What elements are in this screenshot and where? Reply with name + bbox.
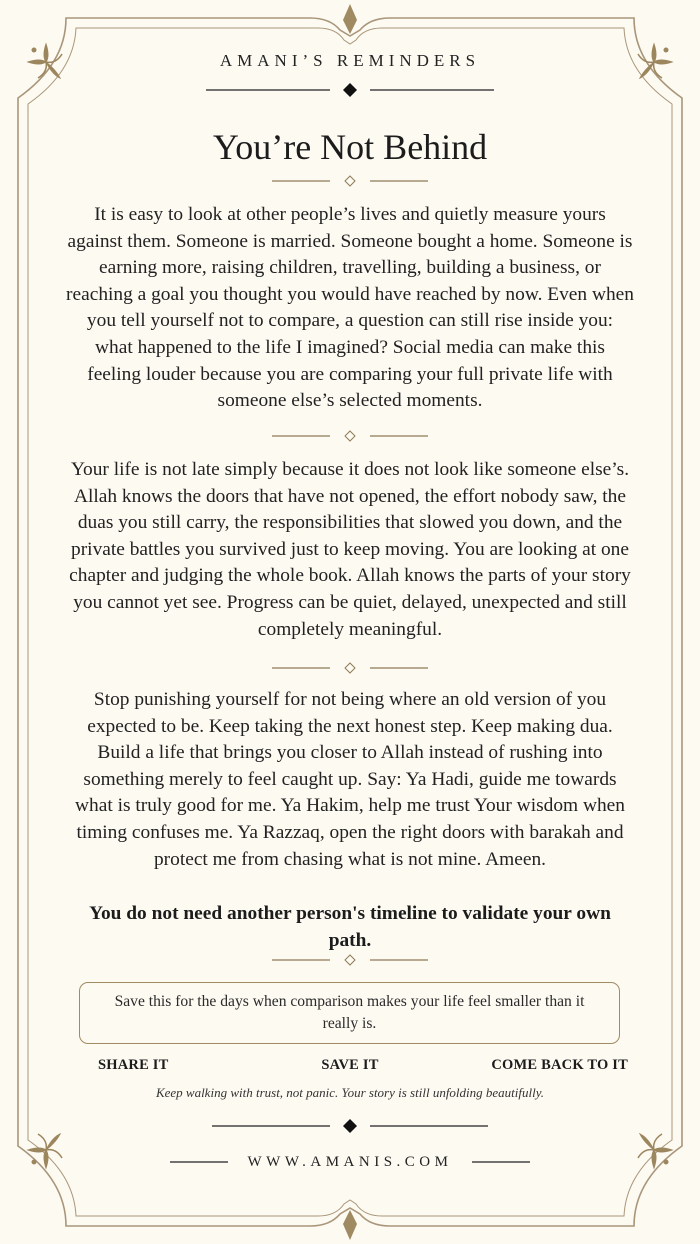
- paragraph-2: Your life is not late simply because it does not look like someone else’s. Allah knows the doors that have not opened, the effort nobody saw, the duas you still carry, the responsibilities that slowed you down, and the private battles you survived just to keep moving. You are looking at one chapter and judging the whole book. Allah knows the parts of your story you cannot yet see. Progress can be quiet, delayed, unexpected and still completely meaningful.: [69, 459, 631, 640]
- paragraph-3: Stop punishing yourself for not being where an old version of you expected to be. Keep taking the next honest step. Keep making dua. Build a life that brings you closer to Allah instead of rushing into something merely to feel caught up. Say: Ya Hadi, guide me towards what is truly good for me. Ya Hakim, help me trust Your wisdom when timing confuses me. Ya Razzaq, open the right doors with barakah and protect me from chasing what is not mine. Ameen.: [75, 689, 625, 870]
- closing-statement: You do not need another person's timeline to validate your own path.: [89, 903, 611, 951]
- save-note-text: Save this for the days when comparison makes your life feel smaller than it really is.: [114, 993, 585, 1032]
- tagline: Keep walking with trust, not panic. Your story is still unfolding beautifully.: [155, 1085, 545, 1100]
- come-back-button[interactable]: COME BACK TO IT: [491, 1057, 628, 1073]
- website-link[interactable]: WWW.AMANIS.COM: [247, 1154, 453, 1170]
- page-title: You’re Not Behind: [212, 127, 488, 167]
- paragraph-1: It is easy to look at other people’s lives and quietly measure yours against them. Someone is married. Someone bought a home. Someone is earning more, raising children, travelling, building a business, or reaching a goal you thought you would have reached by now. Even when you tell yourself not to compare, a question can still rise inside you: what happened to the life I imagined? Social media can make this feeling louder because you are comparing your full private life with someone else’s selected moments.: [66, 204, 634, 412]
- share-it-button[interactable]: SHARE IT: [98, 1057, 169, 1073]
- save-note-box: [79, 982, 620, 1044]
- diamond-ornament-icon: [206, 83, 494, 97]
- save-it-button[interactable]: SAVE IT: [321, 1057, 379, 1073]
- brand-header: AMANI’S REMINDERS: [219, 51, 481, 70]
